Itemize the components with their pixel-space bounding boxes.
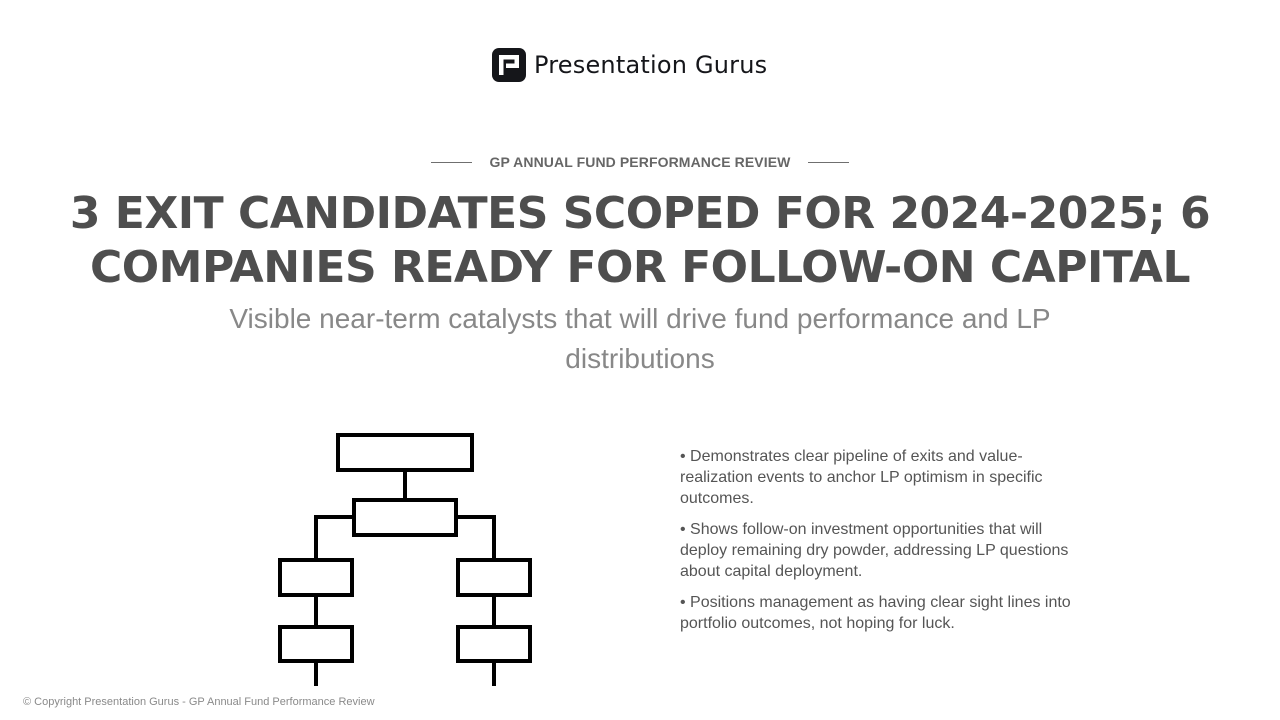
brand-name: Presentation Gurus [534, 51, 768, 79]
bullet-item: • Shows follow-on investment opportunities that will deploy remaining dry powder, addressing LP questions about capital deployment. [680, 521, 1069, 580]
pg-logo-icon [492, 48, 526, 82]
eyebrow [0, 152, 1280, 172]
brand-logo [492, 47, 767, 83]
eyebrow-rule-left [431, 162, 472, 163]
org-chart-icon [270, 425, 540, 687]
bullet-list [680, 446, 1075, 644]
bullet-item: • Positions management as having clear sight lines into portfolio outcomes, not hoping for luck. [680, 594, 1071, 632]
eyebrow-label: GP ANNUAL FUND PERFORMANCE REVIEW [489, 154, 791, 170]
eyebrow-rule-right [808, 162, 849, 163]
slide-subtitle: Visible near-term catalysts that will drive fund performance and LP distributions [229, 303, 1051, 374]
slide-title: 3 EXIT CANDIDATES SCOPED FOR 2024-2025; 6 COMPANIES READY FOR FOLLOW-ON CAPITAL [69, 188, 1211, 293]
footer-copyright: © Copyright Presentation Gurus - GP Annual Fund Performance Review [23, 696, 375, 708]
bullet-item: • Demonstrates clear pipeline of exits and value-realization events to anchor LP optimism in specific outcomes. [680, 448, 1043, 507]
